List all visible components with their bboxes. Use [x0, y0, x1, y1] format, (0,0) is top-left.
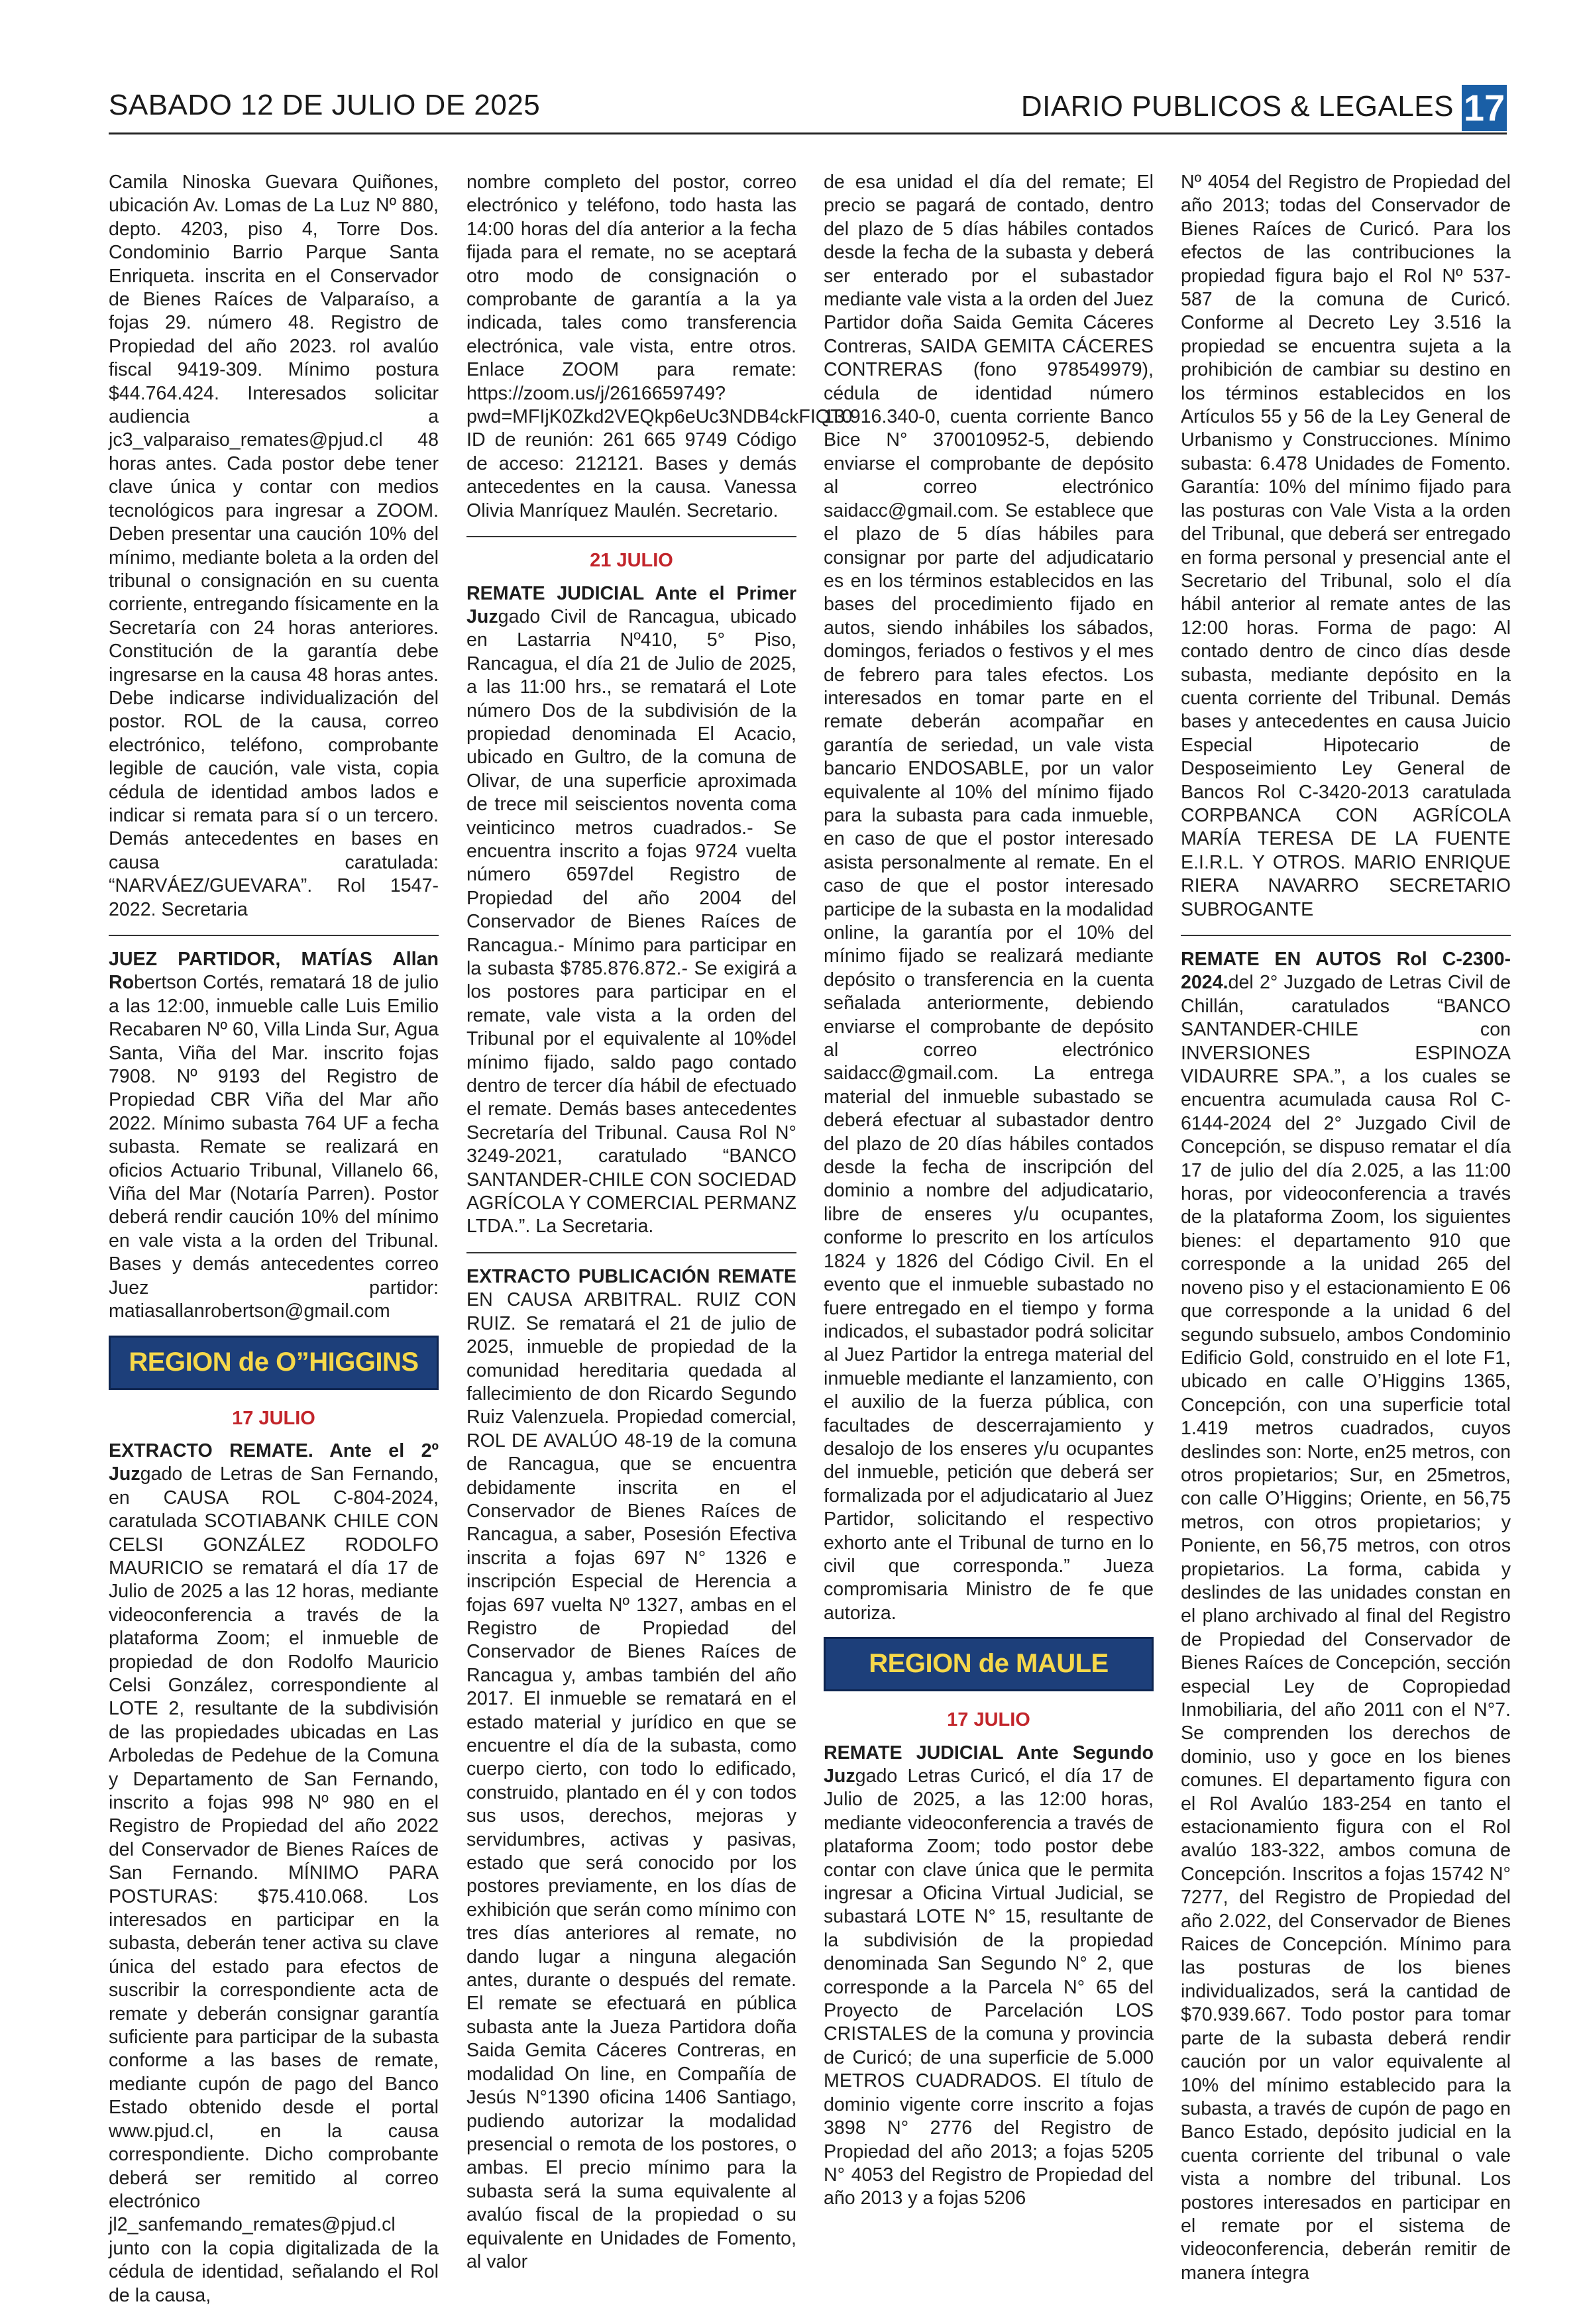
- notice-lead: REMATE JUDICIAL Ante el Primer Juz: [466, 582, 796, 627]
- notice-text: Camila Ninoska Guevara Quiñones, ubicación Av. Lomas de La Luz Nº 880, depto. 4203, piso 4, Torre Dos. Condominio Barrio Parque Santa Enriqueta. inscrita en el Conservador de Bienes Raíces de Valparaíso, a fojas 29. número 48. Registro de Propiedad del año 2023. rol avalúo fiscal 9419-309. Mínimo postura $44.764.424. Interesados solicitar audiencia a jc3_valparaiso_remates@pjud.cl 48 horas antes. Cada postor debe tener clave única y contar con medios tecnológicos para ingresar a ZOOM. Deben presentar una caución 10% del mínimo, mediante boleta a la orden del tribunal o consignación en su cuenta corriente, entregando físicamente en la Secretaría con 24 horas anteriores. Constitución de la garantía debe ingresarse en la causa 48 horas antes. Debe indicarse individualización del postor. ROL de la causa, correo electrónico, teléfono, comprobante legible de caución, vale vista, copia cédula de identidad ambos lados e indicar si remata para sí o un tercero. Demás antecedentes en bases en causa caratulada: “NARVÁEZ/GUEVARA”. Rol 1547-2022. Secretaria: [109, 172, 439, 920]
- notice: [466, 1265, 796, 2274]
- notice: [109, 1440, 439, 2307]
- notice-text: de esa unidad el día del remate; El precio se pagará de contado, dentro del plazo de 5 días hábiles contados desde la fecha de la subasta y deberá ser enterado por el subastador mediante vale vista a la orden del Juez Partidor doña Saida Gemita Cáceres Contreras, SAIDA GEMITA CÁCERES CONTRERAS (fono 978549979), cédula de identidad número 13.916.340-0, cuenta corriente Banco Bice N° 370010952-5, debiendo enviarse el comprobante de depósito al correo electrónico saidacc@gmail.com. Se establece que el plazo de 5 días hábiles para consignar por parte del adjudicatario es en los términos establecidos en las bases del procedimiento fijado en autos, siendo inhábiles los sábados, domingos, feriados o festivos y el mes de febrero para tales efectos. Los interesados en tomar parte en el remate deberán acompañar en garantía de seriedad, un vale vista bancario ENDOSABLE, por un valor equivalente al 10% del mínimo fijado para la subasta para cada inmueble, en caso de que el postor interesado asista personalmente al remate. En el caso de que el postor interesado participe de la subasta en la modalidad online, la garantía por el 10% del mínimo fijado se realizará mediante depósito o transferencia en la cuenta señalada anteriormente, debiendo enviarse el comprobante de depósito al correo electrónico saidacc@gmail.com. La entrega material del inmueble subastado se deberá efectuar al subastador dentro del plazo de 20 días hábiles contados desde la fecha de inscripción del dominio a nombre del adjudicatario, libre de enseres y/u ocupantes, conforme lo prescrito en los artículos 1824 y 1826 del Código Civil. En el evento que el inmueble subastado no fuere entregado en el tiempo y forma indicados, el subastador podrá solicitar al Juez Partidor la entrega material del inmueble mediante el lanzamiento, con el auxilio de la fuerza pública, con facultades de descerrajamiento y desalojo de los enseres y/u ocupantes del inmueble, petición que deberá ser formalizada por el adjudicatario al Juez Partidor, solicitando el respectivo exhorto ante el Tribunal de turno en lo civil que corresponda.” Jueza compromisaria Ministro de fe que autoriza.: [824, 172, 1154, 1624]
- notice-lead: JUEZ PARTIDOR, MATÍAS Allan Ro: [109, 949, 439, 994]
- notice: [466, 582, 796, 1239]
- notice-text: del 2° Juzgado de Letras Civil de Chillán, caratulados “BANCO SANTANDER-CHILE con INVERSIONES ESPINOZA VIDAURRE SPA.”, a los cuales se encuentra acumulada causa Rol C-6144-2024 del 2° Juzgado Civil de Concepción, se dispuso rematar el día 17 de julio del día 2.025, a las 11:00 horas, por videoconferencia a través de la plataforma Zoom, los siguientes bienes: el departamento 910 que corresponde a la unidad 265 del noveno piso y el estacionamiento E 06 que corresponde a la unidad 6 del segundo subsuelo, ambos Condominio Edificio Gold, construido en el lote F1, ubicado en calle O’Higgins 1365, Concepción, con una superficie total 1.419 metros cuadrados, cuyos deslindes son: Norte, en25 metros, con otros propietarios; Sur, en 25metros, con calle O’Higgins; Oriente, en 56,75 metros, con otros propietarios; y Poniente, en 56,75 metros, con otros propietarios. La forma, cabida y deslindes de las unidades constan en el plano archivado al final del Registro de Propiedad del Conservador de Bienes Raíces de Concepción, sección especial Ley de Copropiedad Inmobiliaria, del año 2011 con el N°7. Se comprenden los derechos de dominio, uso y goce en los bienes comunes. El departamento figura con el Rol Avalúo 183-254 en tanto el estacionamiento figura con el Rol avalúo 183-322, ambos comuna de Concepción. Inscritos a fojas 15742 N° 7277, del Registro de Propiedad del año 2.022, del Conservador de Bienes Raices de Concepción. Mínimo para las posturas de los bienes individualizados, será la cantidad de $70.939.667. Todo postor para tomar parte de la subasta deberá rendir caución por un valor equivalente al 10% del mínimo establecido para la subasta, a través de cupón de pago en Banco Estado, depósito judicial en la cuenta corriente del tribunal o vale vista a nombre del tribunal. Los postores interesados en participar en el remate por el sistema de videoconferencia, deberán remitir de manera íntegra: [1181, 972, 1511, 2284]
- notice: [1181, 948, 1511, 2285]
- page-number-badge: 17: [1462, 85, 1507, 131]
- notice-text: nombre completo del postor, correo electrónico y teléfono, todo hasta las 14:00 horas del día anterior a la fecha fijada para el remate, no se aceptará otro modo de consignación o comprobante de garantía a la ya indicada, tales como transferencia electrónica, vale vista, entre otros. Enlace ZOOM para remate: https://zoom.us/j/2616659749?pwd=MFIjK0Zkd2VEQkp6eUc3NDB4ckFIQT0 ID de reunión: 261 665 9749 Código de acceso: 212121. Bases y demás antecedentes en la causa. Vanessa Olivia Manríquez Maulén. Secretario.: [466, 172, 853, 521]
- notice-lead: EXTRACTO REMATE. Ante el 2º Juz: [109, 1440, 439, 1485]
- notice-text: gado de Letras de San Fernando, en CAUSA ROL C-804-2024, caratulada SCOTIABANK CHILE CON CELSI GONZÁLEZ RODOLFO MAURICIO se rematará el día 17 de Julio de 2025 a las 12 horas, mediante videoconferencia a través de la plataforma Zoom; el inmueble de propiedad de don Rodolfo Mauricio Celsi González, correspondiente al LOTE 2, resultante de la subdivisión de las propiedades ubicadas en Las Arboledas de Pedehue de la Comuna y Departamento de San Fernando, inscrito a fojas 998 Nº 980 en el Registro de Propiedad del año 2022 del Conservador de Bienes Raíces de San Fernando. MÍNIMO PARA POSTURAS: $75.410.068. Los interesados en participar en la subasta, deberán tener activa su clave única del estado para efectos de suscribir la correspondiente acta de remate y deberán consignar garantía suficiente para participar de la subasta conforme a las bases de remate, mediante cupón de pago del Banco Estado obtenido desde el portal www.pjud.cl, en la causa correspondiente. Dicho comprobante deberá ser remitido al correo electrónico jl2_sanfemando_remates@pjud.cl junto con la copia digitalizada de la cédula de identidad, señalando el Rol de la causa,: [109, 1463, 439, 2306]
- column-3: [824, 171, 1154, 2211]
- header-divider: [109, 132, 1507, 134]
- notice-lead: REMATE JUDICIAL Ante Segundo Juz: [824, 1742, 1154, 1787]
- column-2: [466, 171, 853, 2274]
- notice-lead: REMATE EN AUTOS Rol C-2300-2024.: [1181, 949, 1511, 994]
- notice-divider: [466, 536, 796, 537]
- notice-lead: EXTRACTO PUBLICACIÓN REMATE: [466, 1265, 796, 1287]
- notice-text: bertson Cortés, rematará 18 de julio a las 12:00, inmueble calle Luis Emilio Recabaren Nº 60, Villa Linda Sur, Agua Santa, Viña del Mar. inscrito fojas 7908. Nº 9193 del Registro de Propiedad CBR Viña del Mar año 2022. Mínimo subasta 764 UF a fecha subasta. Remate se realizará en oficios Actuario Tribunal, Villanelo 66, Viña del Mar (Notaría Parren). Postor deberá rendir caución 10% del mínimo en vale vista a la orden del Tribunal. Bases y demás antecedentes correo Juez partidor: matiasallanrobertson@gmail.com: [109, 972, 439, 1322]
- notice-text: EN CAUSA ARBITRAL. RUIZ CON RUIZ. Se rematará el 21 de julio de 2025, inmueble de propiedad de la comunidad hereditaria quedada al fallecimiento de don Ricardo Segundo Ruiz Valenzuela. Propiedad comercial, ROL DE AVALÚO 48-19 de la comuna de Rancagua, que se encuentra debidamente inscrita en el Conservador de Bienes Raíces de Rancagua, a saber, Posesión Efectiva inscrita a fojas 697 N° 1326 e inscripción Especial de Herencia a fojas 697 vuelta Nº 1327, ambas en el Registro de Propiedad del Conservador de Bienes Raíces de Rancagua y, ambas también del año 2017. El inmueble se rematará en el estado material y jurídico en que se encuentre el día de la subasta, como cuerpo cierto, con todo lo edificado, construido, plantado en él y con todos sus usos, derechos, mejoras y servidumbres, activas y pasivas, estado que será conocido por los postores previamente, en los días de exhibición que serán como mínimo con tres días anteriores al remate, no dando lugar a ninguna alegación antes, durante o después del remate. El remate se efectuará en pública subasta ante la Jueza Partidora doña Saida Gemita Cáceres Contreras, en modalidad On line, en Compañía de Jesús N°1390 oficina 1406 Santiago, pudiendo autorizar la modalidad presencial o remota de los postores, o ambas. El precio mínimo para la subasta será la suma equivalente al avalúo fiscal de la propiedad o su equivalente en Unidades de Fomento, al valor: [466, 1289, 796, 2272]
- page-header: [109, 85, 1507, 131]
- notice: [109, 948, 439, 1324]
- auction-date-heading: 17 JULIO: [947, 1709, 1030, 1731]
- notice-text: Nº 4054 del Registro de Propiedad del año 2013; todas del Conservador de Bienes Raíces de Curicó. Para los efectos de las contribuciones la propiedad figura bajo el Rol Nº 537-587 de la comuna de Curicó. Conforme al Decreto Ley 3.516 la propiedad se encuentra sujeta a la prohibición de cambiar su destino en los términos establecidos en los Artículos 55 y 56 de la Ley General de Urbanismo y Construcciones. Mínimo subasta: 6.478 Unidades de Fomento. Garantía: 10% del mínimo fijado para las posturas con Vale Vista a la orden del Tribunal, que deberá ser entregado en forma personal y presencial ante el Secretario del Tribunal, solo el día hábil anterior al remate antes de las 12:00 horas. Forma de pago: Al contado dentro de cinco días desde subasta, mediante depósito en la cuenta corriente del Tribunal. Demás bases y antecedentes en causa Juicio Especial Hipotecario de Desposeimiento Ley General de Bancos Rol C-3420-2013 caratulada CORPBANCA CON AGRÍCOLA MARÍA TERESA DE LA FUENTE E.I.R.L. Y OTROS. MARIO ENRIQUE RIERA NAVARRO SECRETARIO SUBROGANTE: [1181, 172, 1511, 920]
- auction-date-heading: 21 JULIO: [590, 550, 673, 572]
- region-banner-maule: REGION de MAULE: [824, 1637, 1154, 1691]
- notice: [824, 1742, 1154, 2211]
- newspaper-name: DIARIO PUBLICOS & LEGALES: [1020, 90, 1454, 123]
- column-1: [109, 171, 439, 2307]
- notice-divider: [1181, 935, 1511, 936]
- notice-divider: [466, 1252, 796, 1253]
- column-4: [1181, 171, 1511, 2285]
- issue-date: SABADO 12 DE JULIO DE 2025: [109, 89, 541, 121]
- notice-text: gado Civil de Rancagua, ubicado en Lastarria Nº410, 5° Piso, Rancagua, el día 21 de Julio de 2025, a las 11:00 hrs., se rematará el Lote número Dos de la subdivisión de la propiedad denominada El Acacio, ubicado en Gultro, de la comuna de Olivar, de una superficie aproximada de trece mil seiscientos noventa coma veinticinco metros cuadrados.- Se encuentra inscrito a fojas 9724 vuelta número 6597del Registro de Propiedad del año 2004 del Conservador de Bienes Raíces de Rancagua.- Mínimo para participar en la subasta $785.876.872.- Se exigirá a los postores para participar en el remate, vale vista a la orden del Tribunal por el equivalente al 10%del mínimo fijado, saldo pago contado dentro de tercer día hábil de efectuado el remate. Demás bases antecedentes Secretaría del Tribunal. Causa Rol N° 3249-2021, caratulado “BANCO SANTANDER-CHILE CON SOCIEDAD AGRÍCOLA Y COMERCIAL PERMANZ LTDA.”. La Secretaria.: [466, 606, 796, 1238]
- region-banner-ohiggins: REGION de O”HIGGINS: [109, 1336, 439, 1390]
- notice-text: gado Letras Curicó, el día 17 de Julio de 2025, a las 12:00 horas, mediante videoconferencia a través de plataforma Zoom; todo postor debe contar con clave única que le permita ingresar a Oficina Virtual Judicial, se subastará LOTE N° 15, resultante de la subdivisión de la propiedad denominada San Segundo N° 2, que corresponde a la Parcela N° 65 del Proyecto de Parcelación LOS CRISTALES de la comuna y provincia de Curicó; de una superficie de 5.000 METROS CUADRADOS. El título de dominio vigente corre inscrito a fojas 3898 N° 2776 del Registro de Propiedad del año 2013; a fojas 5205 N° 4053 del Registro de Propiedad del año 2013 y a fojas 5206: [824, 1766, 1154, 2209]
- auction-date-heading: 17 JULIO: [232, 1407, 315, 1429]
- notice-divider: [109, 935, 439, 936]
